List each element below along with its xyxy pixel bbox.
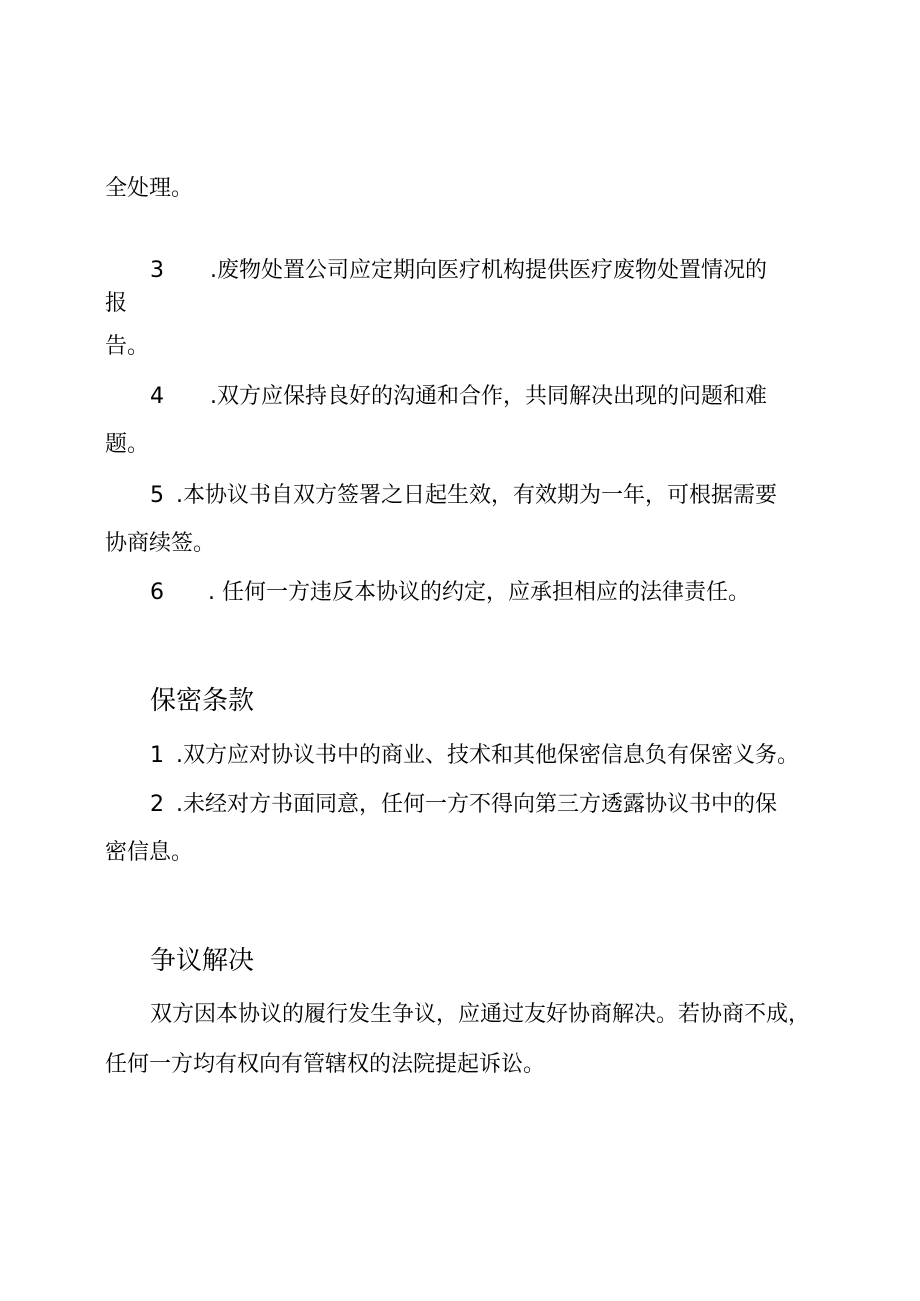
item-text: .本协议书自双方签署之日起生效，有效期为一年，可根据需要 (176, 483, 777, 508)
item-number: 5 (150, 483, 164, 508)
item-number: 6 (150, 580, 164, 605)
item-number: 1 (150, 743, 164, 768)
paragraph-text: 双方因本协议的履行发生争议，应通过友好协商解决。若协商不成， (150, 1002, 811, 1027)
item-text: .未经对方书面同意，任何一方不得向第三方透露协议书中的保 (176, 792, 777, 817)
item-number: 2 (150, 792, 164, 817)
paragraph-text: 任何一方均有权向有管辖权的法院提起诉讼。 (105, 1052, 546, 1077)
section-title-confidentiality: 保密条款 (150, 686, 255, 716)
item-text-wrap: 报 (105, 291, 128, 316)
section-title-dispute: 争议解决 (150, 946, 255, 976)
item-text-wrap: 题。 (105, 432, 150, 457)
item-text: .废物处置公司应定期向医疗机构提供医疗废物处置情况的 (210, 258, 767, 283)
continuation-text: 全处理。 (105, 176, 194, 201)
item-text-wrap: 告。 (105, 334, 150, 359)
item-text: .双方应对协议书中的商业、技术和其他保密信息负有保密义务。 (176, 743, 799, 768)
item-text-wrap: 协商续签。 (105, 531, 216, 556)
item-text: .双方应保持良好的沟通和合作，共同解决出现的问题和难 (210, 384, 767, 409)
item-text: . 任何一方违反本协议的约定，应承担相应的法律责任。 (208, 580, 750, 605)
item-text-wrap: 密信息。 (105, 840, 194, 865)
item-number: 4 (150, 384, 164, 409)
item-number: 3 (150, 258, 164, 283)
